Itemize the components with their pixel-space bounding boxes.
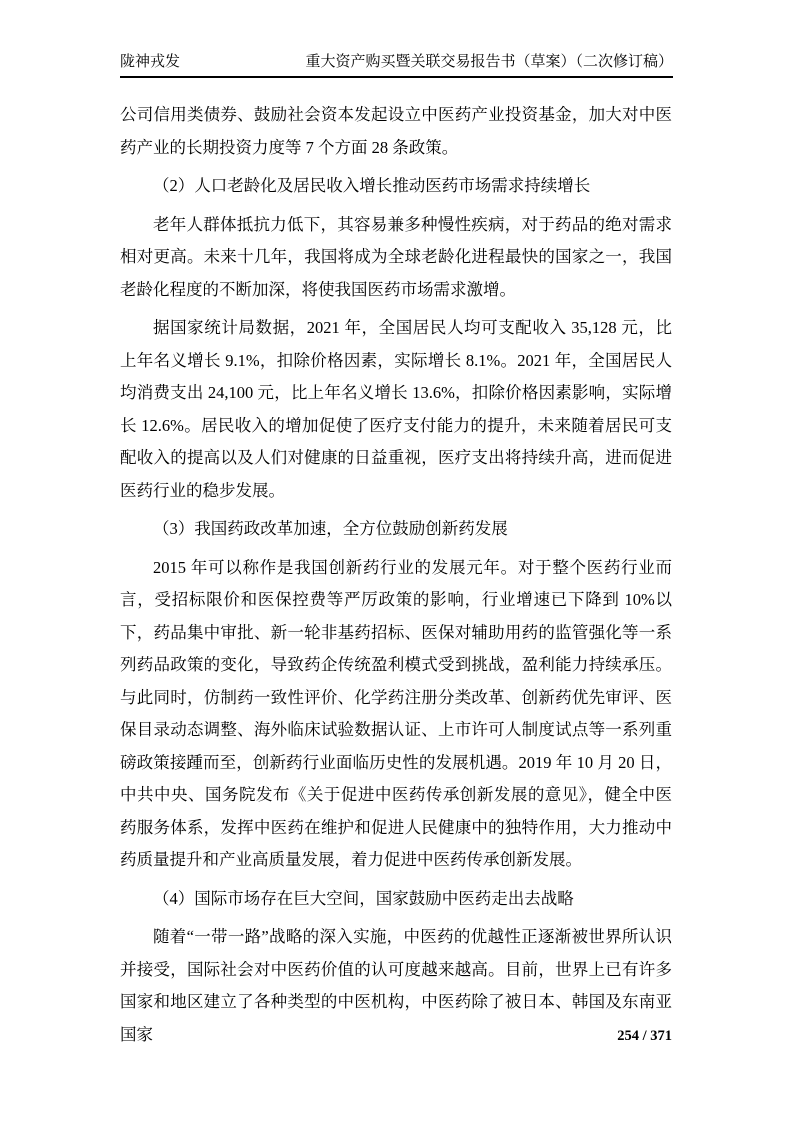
section-heading-2: （2）人口老龄化及居民收入增长推动医药市场需求持续增长	[153, 176, 591, 195]
section-heading-3: （3）我国药政改革加速，全方位鼓励创新药发展	[153, 519, 508, 538]
paragraph-aging-population: 老年人群体抵抗力低下，其容易兼多种慢性疾病，对于药品的绝对需求相对更高。未来十几年，我国将成为全球老龄化进程最快的国家之一，我国老龄化程度的不断加深，将使我国医药市场需求激增。	[120, 214, 672, 299]
paragraph-international-market: 随着“一带一路”战略的深入实施，中医药的优越性正逐渐被世界所认识并接受，国际社会对中医药价值的认可度越来越高。目前，世界上已有许多国家和地区建立了各种类型的中医机构，中医药除了被日本、韩国及东南亚国家	[120, 927, 672, 1044]
paragraph-policy-continuation: 公司信用类债券、鼓励社会资本发起设立中医药产业投资基金，加大对中医药产业的长期投资力度等 7 个方面 28 条政策。	[120, 105, 672, 157]
page-footer	[617, 1026, 672, 1046]
paragraph-income-statistics: 据国家统计局数据，2021 年，全国居民人均可支配收入 35,128 元，比上年名义增长 9.1%，扣除价格因素，实际增长 8.1%。2021 年，全国居民人均消费支出 24,100 元，比上年名义增长 13.6%，扣除价格因素影响，实际增长 12.6%。居民收入的增加促使了医疗支付能力的提升，未来随着居民可支配收入的提高以及人们对健康的日益重视，医疗支出将持续升高，进而促进医药行业的稳步发展。	[120, 318, 672, 500]
document-body	[120, 99, 672, 1057]
section-heading-4: （4）国际市场存在巨大空间，国家鼓励中医药走出去战略	[153, 888, 574, 908]
header-document-title: 重大资产购买暨关联交易报告书（草案）（二次修订稿）	[305, 54, 673, 70]
page-number: 254 / 371	[617, 1028, 672, 1044]
header-company-name: 陇神戎发	[120, 54, 181, 70]
page-header	[120, 52, 673, 78]
paragraph-drug-policy-reform: 2015 年可以称作是我国创新药行业的发展元年。对于整个医药行业而言，受招标限价和医保控费等严厉政策的影响，行业增速已下降到 10%以下，药品集中审批、新一轮非基药招标、医保对辅助用药的监管强化等一系列药品政策的变化，导致药企传统盈利模式受到挑战，盈利能力持续承压。与此同时，仿制药一致性评价、化学药注册分类改革、创新药优先审评、医保目录动态调整、海外临床试验数据认证、上市许可人制度试点等一系列重磅政策接踵而至，创新药行业面临历史性的发展机遇。2019 年 10 月 20 日，中共中央、国务院发布《关于促进中医药传承创新发展的意见》，健全中医药服务体系，发挥中医药在维护和促进人民健康中的独特作用，大力推动中药质量提升和产业高质量发展，着力促进中医药传承创新发展。	[120, 557, 672, 869]
